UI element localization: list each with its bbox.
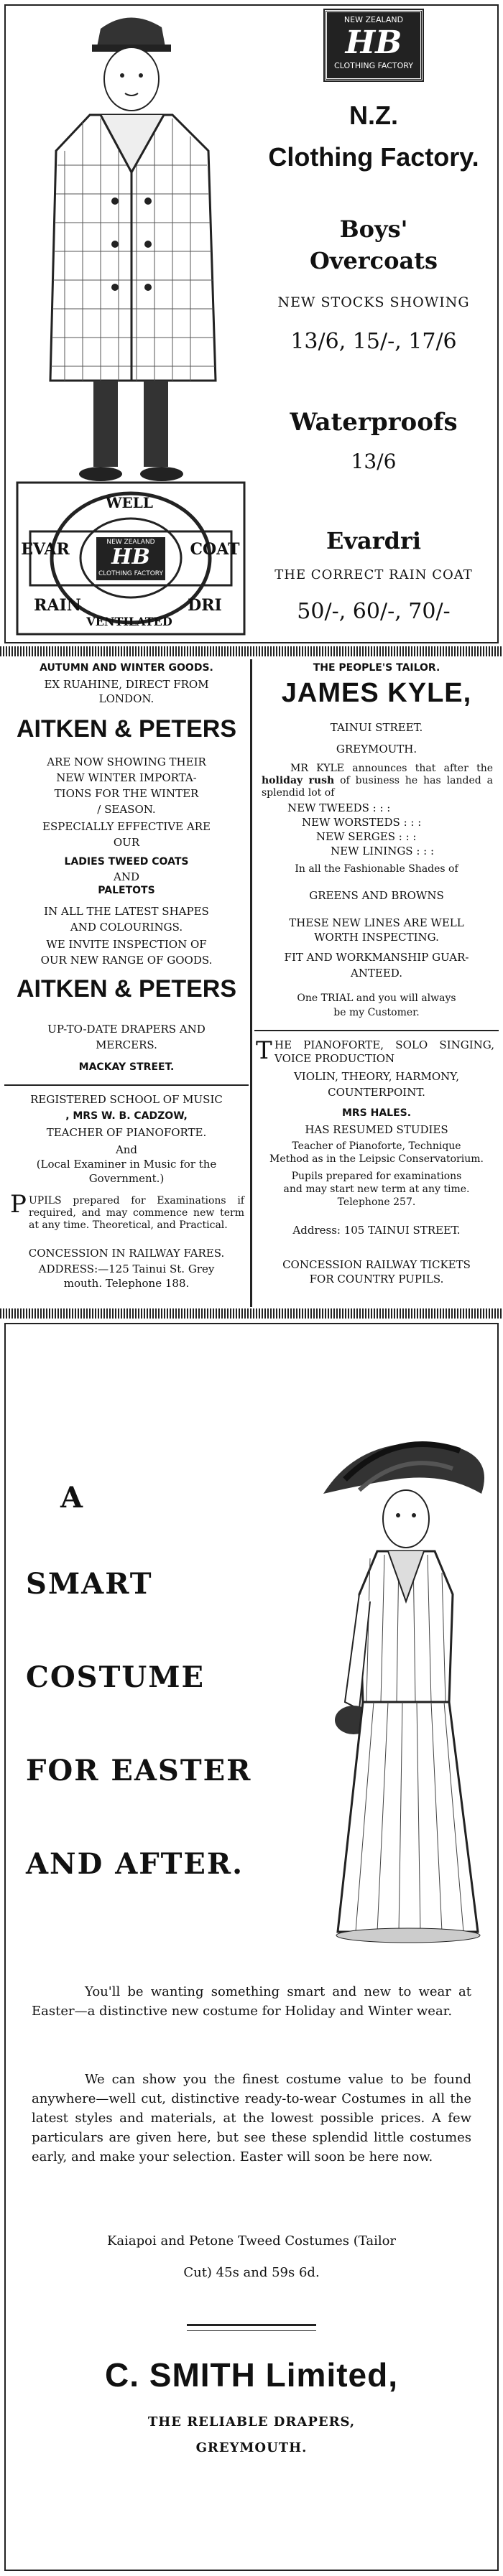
hales-address: Address: 105 TAINUI STREET.: [292, 1224, 461, 1237]
smith-name: C. SMITH Limited,: [105, 2356, 398, 2394]
cadzow-addr2: mouth. Telephone 188.: [63, 1277, 190, 1290]
cadzow-title: REGISTERED SCHOOL OF MUSIC: [30, 1093, 223, 1106]
badge-evar: EVAR: [21, 540, 70, 559]
evardri-sub: THE CORRECT RAIN COAT: [274, 567, 473, 582]
overcoat-prices: 13/6, 15/-, 17/6: [290, 329, 457, 354]
aitken-p9: PALETOTS: [98, 885, 155, 896]
headline-for-easter: FOR EASTER: [26, 1754, 252, 1787]
cadzow-and: And: [115, 1143, 138, 1156]
kyle-intro-pre: MR KYLE announces that after the: [290, 763, 493, 774]
new-stocks-text: NEW STOCKS SHOWING: [277, 294, 470, 310]
aitken-s1: UP-TO-DATE DRAPERS AND: [47, 1023, 206, 1036]
hb-logo-bottom: CLOTHING FACTORY: [334, 61, 413, 70]
hales-name: MRS HALES.: [341, 1107, 412, 1119]
smith-town: GREYMOUTH.: [195, 2440, 308, 2455]
badge-inner-letters: HB: [111, 544, 150, 569]
kyle-fit-1: FIT AND WORKMANSHIP GUAR-: [284, 951, 469, 964]
evardri-prices: 50/-, 60/-, 70/-: [297, 599, 451, 624]
cadzow-dropcap: P: [10, 1190, 27, 1219]
badge-inner-top: NEW ZEALAND: [106, 539, 155, 546]
kyle-worth-2: WORTH INSPECTING.: [314, 931, 439, 944]
badge-rain: RAIN: [34, 596, 81, 615]
hales-conc2: FOR COUNTRY PUPILS.: [309, 1273, 444, 1285]
kyle-item-4: NEW LININGS : : :: [331, 845, 435, 857]
hales-dropcap: T: [256, 1036, 272, 1065]
aitken-street: MACKAY STREET.: [78, 1061, 175, 1073]
headline-smart: SMART: [26, 1567, 153, 1601]
kyle-item-2: NEW WORSTEDS : : :: [302, 816, 422, 829]
hales-conc1: CONCESSION RAILWAY TICKETS: [282, 1258, 471, 1271]
aitken-bottom-rule: [4, 1084, 249, 1086]
hales-t4: and may start new term at any time.: [283, 1184, 470, 1195]
kyle-intro-bold: holiday rush: [262, 775, 335, 786]
aitken-p6: OUR: [113, 836, 140, 849]
badge-inner-bottom: CLOTHING FACTORY: [98, 570, 163, 577]
aitken-name: AITKEN & PETERS: [16, 715, 237, 743]
badge-dri: DRI: [188, 596, 222, 615]
headline-and-after: AND AFTER.: [26, 1847, 244, 1881]
kyle-town: GREYMOUTH.: [336, 743, 417, 755]
hales-line3: COUNTERPOINT.: [328, 1086, 425, 1099]
aitken-s2: MERCERS.: [96, 1038, 157, 1051]
aitken-p8: AND: [114, 870, 139, 883]
hales-t1: Teacher of Pianoforte, Technique: [292, 1140, 461, 1152]
kyle-trial-1: One TRIAL and you will always: [297, 992, 456, 1004]
aitken-p3: TIONS FOR THE WINTER: [54, 787, 199, 800]
hb-logo-top: NEW ZEALAND: [343, 15, 404, 24]
kyle-trial-2: be my Customer.: [333, 1007, 420, 1018]
waterproofs-label: Waterproofs: [290, 408, 458, 437]
aitken-line2: LONDON.: [98, 692, 154, 705]
aitken-p1: ARE NOW SHOWING THEIR: [47, 755, 206, 768]
hales-intro: HE PIANOFORTE, SOLO SINGING, VOICE PRODUCTION: [274, 1038, 494, 1065]
badge-ventilated: VENTILATED: [86, 615, 172, 628]
lady-costume-illustration: [316, 1429, 496, 1946]
smith-ornament-rule: [187, 2324, 316, 2331]
aitken-p2: NEW WINTER IMPORTA-: [56, 771, 197, 784]
cadzow-addr1: ADDRESS:—125 Tainui St. Grey: [38, 1263, 215, 1275]
kyle-shades: In all the Fashionable Shades of: [295, 863, 458, 875]
cadzow-pupils: UPILS prepared for Examinations if required, and may commence new term at any time. Theoretical, and Practical.: [29, 1195, 244, 1231]
kyle-worth-1: THESE NEW LINES ARE WELL: [289, 916, 464, 929]
kyle-bottom-rule: [254, 1030, 499, 1031]
badge-well: WELL: [106, 494, 153, 511]
kyle-intro-post: of business he has landed a splendid lot of: [262, 775, 494, 799]
smith-para-3b: Cut) 45s and 59s 6d.: [183, 2265, 320, 2280]
badge-coat: COAT: [190, 540, 240, 559]
aitken-p7: LADIES TWEED COATS: [64, 856, 189, 868]
cadzow-role: TEACHER OF PIANOFORTE.: [46, 1126, 207, 1139]
cadzow-concession: CONCESSION IN RAILWAY FARES.: [28, 1247, 225, 1260]
aitken-kicker: AUTUMN AND WINTER GOODS.: [40, 662, 213, 674]
cadzow-exam1: (Local Examiner in Music for the: [36, 1158, 217, 1171]
kyle-fit-2: ANTEED.: [350, 967, 403, 980]
smith-para-3a: Kaiapoi and Petone Tweed Costumes (Tailor: [106, 2233, 397, 2249]
kyle-item-1: NEW TWEEDS : : :: [287, 801, 391, 814]
waterproofs-price: 13/6: [351, 450, 397, 473]
title-line1: N.Z.: [349, 101, 398, 130]
kyle-colors: GREENS AND BROWNS: [309, 889, 444, 902]
cadzow-exam2: Government.): [88, 1172, 165, 1185]
boy-overcoat-illustration: [22, 7, 230, 488]
hales-tel: Telephone 257.: [337, 1196, 416, 1208]
aitken-p12: WE INVITE INSPECTION OF: [46, 938, 207, 951]
hales-line2: VIOLIN, THEORY, HARMONY,: [293, 1070, 460, 1083]
aitken-p5: ESPECIALLY EFFECTIVE ARE: [42, 820, 211, 833]
title-line2: Clothing Factory.: [268, 142, 479, 172]
kyle-intro: [262, 763, 493, 799]
aitken-p10: IN ALL THE LATEST SHAPES: [44, 905, 209, 918]
aitken-p4: / SEASON.: [97, 803, 156, 816]
kyle-name: JAMES KYLE,: [281, 678, 472, 708]
evardri-label: Evardri: [326, 527, 421, 554]
headline-costume: COSTUME: [26, 1660, 205, 1694]
aitken-p13: OUR NEW RANGE OF GOODS.: [40, 954, 213, 967]
smith-para-2: We can show you the finest costume value to be found anywhere—well cut, distinctive ready-to-wear Costumes in all the latest styles and materials, at the lowest possible prices. A few particulars are given here, but see these splendid little costumes early, and make your selection. Easter will soon be here now.: [32, 2072, 471, 2165]
column-divider: [250, 659, 252, 1307]
hales-t2: Method as in the Leipsic Conservatorium.: [269, 1153, 484, 1165]
smith-tagline: THE RELIABLE DRAPERS,: [147, 2414, 356, 2429]
aitken-p11: AND COLOURINGS.: [70, 921, 183, 934]
hales-resumed: HAS RESUMED STUDIES: [305, 1123, 448, 1136]
boys-label: Boys': [339, 215, 408, 243]
kyle-street: TAINUI STREET.: [330, 721, 423, 734]
headline-a: A: [60, 1481, 85, 1515]
aitken-name-2: AITKEN & PETERS: [16, 975, 237, 1003]
aitken-line1: EX RUAHINE, DIRECT FROM: [44, 678, 209, 691]
hatched-divider-top: [0, 646, 503, 656]
hb-logo-letters: HB: [345, 24, 402, 61]
hales-t3: Pupils prepared for examinations: [291, 1171, 462, 1182]
cadzow-name: , MRS W. B. CADZOW,: [65, 1110, 188, 1122]
smith-para-1: You'll be wanting something smart and new to wear at Easter—a distinctive new costume for Holiday and Winter wear.: [32, 1984, 471, 2019]
kyle-item-3: NEW SERGES : : :: [316, 830, 417, 843]
kyle-kicker: THE PEOPLE'S TAILOR.: [313, 662, 440, 674]
hatched-divider-middle: [0, 1308, 503, 1319]
overcoats-label: Overcoats: [309, 247, 438, 274]
hb-logo: [325, 10, 423, 80]
